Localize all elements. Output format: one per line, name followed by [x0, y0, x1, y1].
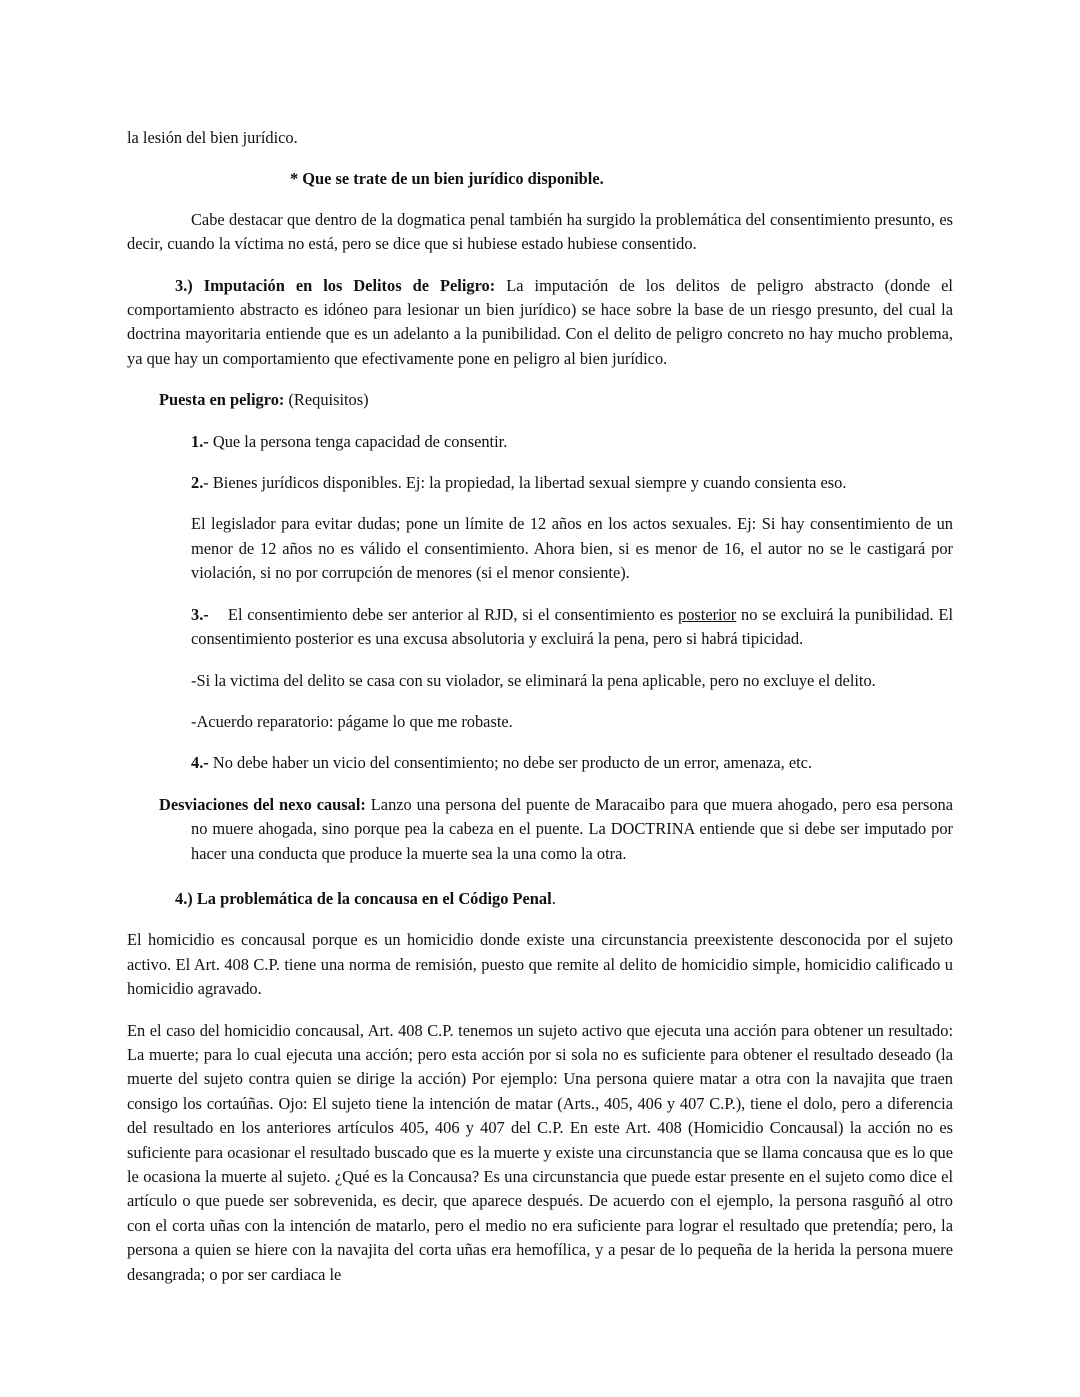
- requirement-text: no se excluirá la punibilidad. El consentimiento posterior es una excusa absolutoria y excluirá la pena, pero si habrá tipicidad.: [191, 604, 958, 649]
- puesta-label: Puesta en peligro:: [159, 390, 285, 410]
- requirement-number: 4.-: [191, 753, 209, 773]
- section-heading: 4.) La problemática de la concausa en el Código Penal: [175, 888, 552, 908]
- section-imputacion-delitos-peligro: [127, 274, 953, 372]
- requirement-text: - Bienes jurídicos disponibles. Ej: la propiedad, la libertad sexual siempre y cuando consienta eso.: [203, 473, 847, 493]
- requirement-2-note: El legislador para evitar dudas; pone un límite de 12 años en los actos sexuales. Ej: Si hay consentimiento de un menor de 12 años no es válido el consentimiento. Ahora bien, si es menor de 16, el autor no se le castigará por violación, si no por corrupción de menores (si el menor consiente).: [191, 514, 953, 583]
- requirement-3: [127, 603, 958, 652]
- heading-period: .: [551, 888, 556, 908]
- note-victima: -Si la victima del delito se casa con su violador, se eliminará la pena aplicable, pero no excluye el delito.: [191, 670, 876, 690]
- desviaciones-label: Desviaciones del nexo causal:: [159, 794, 366, 814]
- requirement-2: [127, 471, 953, 495]
- section-heading: 3.) Imputación en los Delitos de Peligro:: [175, 275, 496, 295]
- requirement-text: Que la persona tenga capacidad de consentir.: [208, 431, 508, 451]
- requirement-number: 1.-: [191, 431, 209, 451]
- paragraph-consentimiento-presunto: Cabe destacar que dentro de la dogmatica penal también ha surgido la problemática del consentimiento presunto, es decir, cuando la víctima no está, pero se dice que si hubiese estado hubiese consentido.: [127, 209, 953, 254]
- puesta-text: (Requisitos): [284, 390, 369, 410]
- desviaciones-nexo-causal: [127, 793, 953, 866]
- underlined-word: posterior: [678, 604, 737, 624]
- requirement-bullet: * Que se trate de un bien jurídico disponible.: [290, 169, 604, 189]
- requirement-number: 2.: [191, 473, 204, 493]
- desviaciones-text: Lanzo una persona del puente de Maracaibo para que muera ahogado, pero esa persona no muere ahogada, sino porque pea la cabeza en el puente. La DOCTRINA entiende que si debe ser imputado por hacer una conducta que produce la muerte sea la una como la otra.: [191, 794, 953, 863]
- document-page: [127, 126, 958, 1304]
- paragraph-continuation: la lesión del bien jurídico.: [127, 128, 298, 147]
- note-acuerdo-reparatorio: -Acuerdo reparatorio: págame lo que me robaste.: [191, 711, 513, 731]
- section-concausa-heading: [127, 887, 953, 911]
- paragraph-homicidio-concausal: El homicidio es concausal porque es un homicidio donde existe una circunstancia preexistente desconocida por el sujeto activo. El Art. 408 C.P. tiene una norma de remisión, puesto que remite al delito de homicidio simple, homicidio calificado u homicidio agravado.: [127, 930, 953, 999]
- paragraph-caso-homicidio-concausal: En el caso del homicidio concausal, Art. 408 C.P. tenemos un sujeto activo que ejecuta una acción para obtener un resultado: La muerte; para lo cual ejecuta una acción; pero esta acción por si sola no es suficiente para obtener el resultado deseado (la muerte del sujeto contra quien se dirige la acción) Por ejemplo: Una persona quiere matar a otra con la navajita que traen consigo los cortaúñas. Ojo: El sujeto tiene la intención de matar (Arts., 405, 406 y 407 C.P.), tiene el dolo, pero a diferencia del resultado en los anteriores artículos 405, 406 y 407 del C.P. En este Art. 408 (Homicidio Concausal) la acción no es suficiente para ocasionar el resultado buscado que es la muerte y existe una circunstancia que se llama concausa que es lo que le ocasiona la muerte al sujeto. ¿Qué es la Concausa? Es una circunstancia que puede estar presente en el sujeto como dice el artículo o que puede ser sobrevenida, es decir, que aparece después. De acuerdo con el ejemplo, la persona rasguñó al otro con el corta uñas con la intención de matarlo, pero el medio no era suficiente para lograr el resultado que pretendía; pero, la persona a quien se hiere con la navajita del corta uñas era hemofílica, y a pesar de lo pequeña de la herida la persona muere desangrada; o por ser cardiaca le: [127, 1020, 953, 1284]
- requirement-1: [127, 430, 953, 454]
- requirement-text: El consentimiento debe ser anterior al RJD, si el consentimiento es: [208, 604, 678, 624]
- requirement-text: No debe haber un vicio del consentimiento; no debe ser producto de un error, amenaza, etc.: [208, 753, 813, 773]
- requirement-4: [127, 751, 953, 775]
- puesta-en-peligro-heading: [127, 388, 953, 412]
- requirement-number: 3.-: [191, 604, 209, 624]
- section-text: La imputación de los delitos de peligro abstracto (donde el comportamiento abstracto es idóneo para lesionar un bien jurídico) se hace sobre la base de un riesgo presunto, del cual la doctrina mayoritaria entiende que es un adelanto a la punibilidad. Con el delito de peligro concreto no hay mucho problema, ya que hay un comportamiento que efectivamente pone en peligro al bien jurídico.: [127, 275, 953, 368]
